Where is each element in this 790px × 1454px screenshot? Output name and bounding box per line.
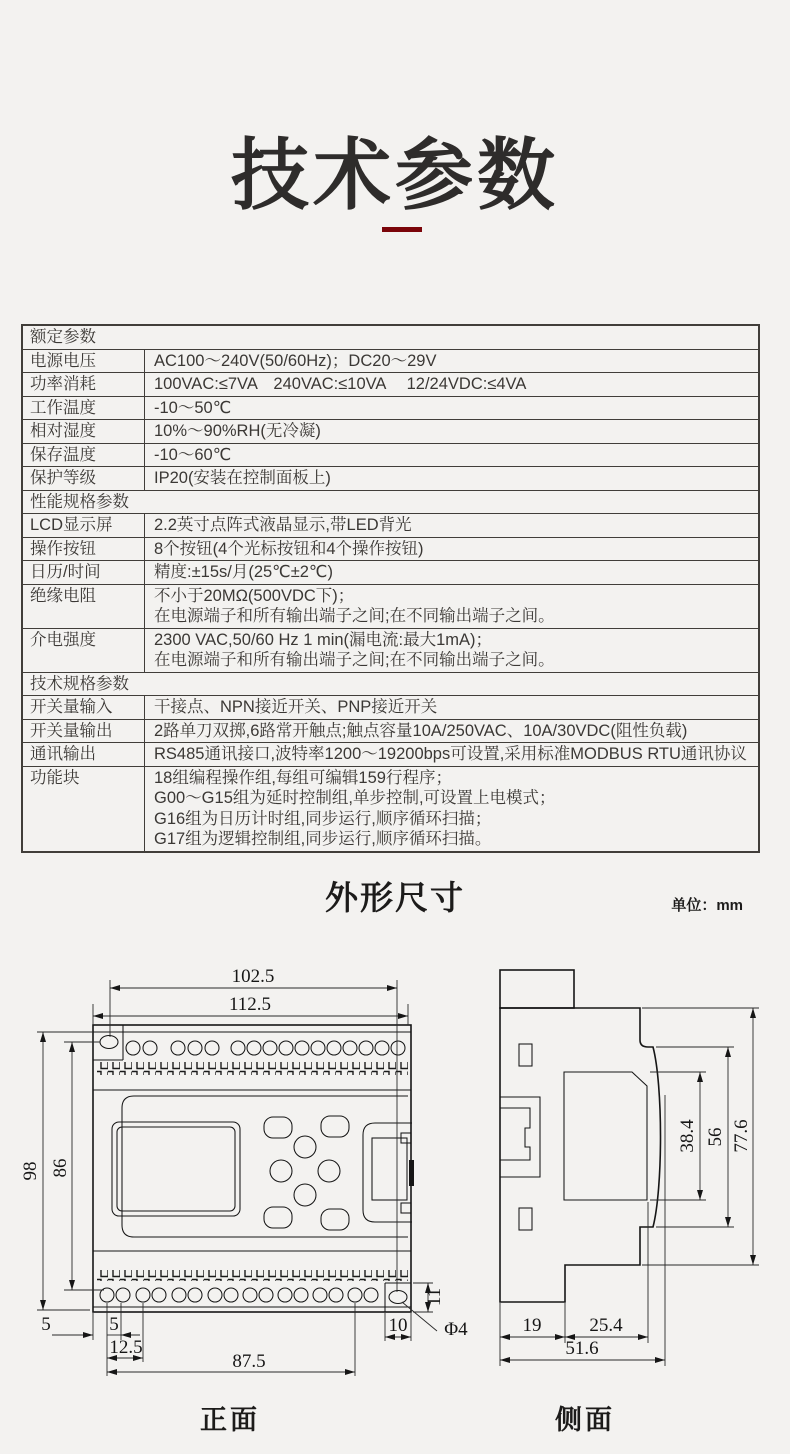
spec-value: AC100～240V(50/60Hz)；DC20～29V — [154, 351, 437, 370]
spec-label: 保护等级 — [23, 467, 145, 490]
dim-front-ear-width: 10 — [388, 1315, 408, 1336]
spec-label: 通讯输出 — [23, 743, 145, 766]
spec-value: 100VAC:≤7VA 240VAC:≤10VA 12/24VDC:≤4VA — [154, 375, 527, 393]
section-header-row: 性能规格参数 — [23, 490, 758, 514]
front-vent-band-bottom — [97, 1270, 408, 1281]
spec-row — [23, 695, 758, 719]
dim-front-bottom-span: 87.5 — [232, 1351, 266, 1372]
dim-side-body-depth: 56 — [705, 1127, 726, 1147]
spec-label: LCD显示屏 — [23, 514, 145, 537]
dim-front-edge-to-hole: 5 — [41, 1314, 51, 1335]
spec-row — [23, 419, 758, 443]
spec-value: 8个按钮(4个光标按钮和4个操作按钮) — [154, 539, 424, 558]
front-mounting-ear-bottom — [385, 1283, 411, 1312]
spec-row — [23, 513, 758, 537]
spec-value: 干接点、NPN接近开关、PNP接近开关 — [154, 698, 438, 716]
front-view-label: 正面 — [200, 1405, 260, 1435]
spec-row — [23, 443, 758, 467]
spec-label: 开关量输出 — [23, 720, 145, 743]
spec-value: -10～50℃ — [154, 398, 232, 417]
spec-label: 操作按钮 — [23, 538, 145, 561]
spec-value: 2300 VAC,50/60 Hz 1 min(漏电流:最大1mA)； 在电源端子和所有输出端子之间;在不同输出端子之间。 — [154, 630, 555, 669]
spec-row — [23, 766, 758, 851]
dim-front-height-inner: 86 — [50, 1158, 71, 1178]
spec-row — [23, 537, 758, 561]
dimension-drawings — [0, 940, 790, 1450]
side-din-clip — [500, 1097, 540, 1177]
dim-side-total-width: 51.6 — [565, 1338, 599, 1359]
front-lcd-screen — [112, 1122, 240, 1216]
front-screw-hole-bottom — [389, 1291, 407, 1304]
spec-value: -10～60℃ — [154, 445, 232, 464]
section-header-row: 额定参数 — [30, 328, 96, 346]
spec-value: 不小于20MΩ(500VDC下)； 在电源端子和所有输出端子之间;在不同输出端子之间。 — [154, 586, 555, 625]
spec-value: 18组编程操作组,每组可编辑159行程序； G00～G15组为延时控制组,单步控制,可设置上电模式； G16组为日历计时组,同步运行,顺序循环扫描； G17组为逻辑控制组,同步运行,顺序循环扫描。 — [154, 768, 556, 848]
spec-row — [23, 372, 758, 396]
dim-side-panel-depth: 38.4 — [677, 1119, 698, 1153]
front-buttons — [264, 1116, 349, 1230]
spec-label: 介电强度 — [23, 629, 145, 672]
spec-row — [23, 584, 758, 628]
spec-row — [23, 396, 758, 420]
spec-label: 功率消耗 — [23, 373, 145, 396]
page-title: 技术参数 — [230, 131, 559, 220]
spec-label: 功能块 — [23, 767, 145, 851]
spec-row — [23, 466, 758, 490]
spec-label: 相对湿度 — [23, 420, 145, 443]
dim-side-base-width: 19 — [522, 1315, 542, 1336]
dim-front-hole-pitch: 5 — [109, 1314, 119, 1335]
front-bottom-terminals — [100, 1288, 378, 1302]
dim-front-height-outer: 98 — [20, 1161, 41, 1181]
spec-row — [23, 628, 758, 672]
spec-value: 2路单刀双掷,6路常开触点;触点容量10A/250VAC、10A/30VDC(阻性负载) — [154, 721, 688, 740]
front-top-terminals — [126, 1041, 405, 1055]
spec-row — [23, 560, 758, 584]
dim-front-top-width-inner: 102.5 — [231, 966, 275, 987]
unit-label: 单位：mm — [671, 897, 743, 914]
spec-value: RS485通讯接口,波特率1200～19200bps可设置,采用标准MODBUS RTU通讯协议 — [154, 745, 747, 763]
dim-front-top-width-outer: 112.5 — [228, 994, 272, 1015]
side-body-outline — [500, 1008, 661, 1302]
spec-row — [23, 742, 758, 766]
spec-label: 开关量输入 — [23, 696, 145, 719]
spec-row — [23, 719, 758, 743]
side-view-label: 侧面 — [555, 1405, 615, 1435]
front-connector — [363, 1123, 414, 1222]
front-screw-hole-top — [100, 1036, 118, 1049]
spec-row — [23, 349, 758, 373]
spec-value: 10%～90%RH(无冷凝) — [154, 422, 321, 440]
dim-front-hole-diameter: Φ4 — [444, 1319, 468, 1340]
title-divider — [382, 227, 422, 232]
dim-side-mid-width: 25.4 — [589, 1315, 623, 1336]
side-din-tab — [500, 970, 574, 1008]
dim-side-total-depth: 77.6 — [731, 1119, 752, 1153]
spec-label: 电源电压 — [23, 350, 145, 373]
spec-label: 保存温度 — [23, 444, 145, 467]
spec-label: 日历/时间 — [23, 561, 145, 584]
spec-table — [21, 324, 760, 853]
front-view-drawing — [20, 966, 468, 1435]
front-mounting-ear-top — [93, 1025, 123, 1060]
dim-front-hole-pitch2: 12.5 — [109, 1337, 143, 1358]
spec-value: 2.2英寸点阵式液晶显示,带LED背光 — [154, 516, 412, 534]
side-view-drawing — [500, 970, 759, 1435]
side-front-panel — [564, 1072, 647, 1200]
spec-label: 工作温度 — [23, 397, 145, 420]
dimensions-heading: 外形尺寸 — [325, 879, 465, 916]
spec-label: 绝缘电阻 — [23, 585, 145, 628]
section-header-row: 技术规格参数 — [23, 672, 758, 696]
dim-front-ear-height: 11 — [424, 1287, 445, 1307]
front-vent-band-top — [97, 1062, 408, 1075]
spec-value: 精度:±15s/月(25℃±2℃) — [154, 563, 333, 581]
spec-value: IP20(安装在控制面板上) — [154, 469, 331, 487]
